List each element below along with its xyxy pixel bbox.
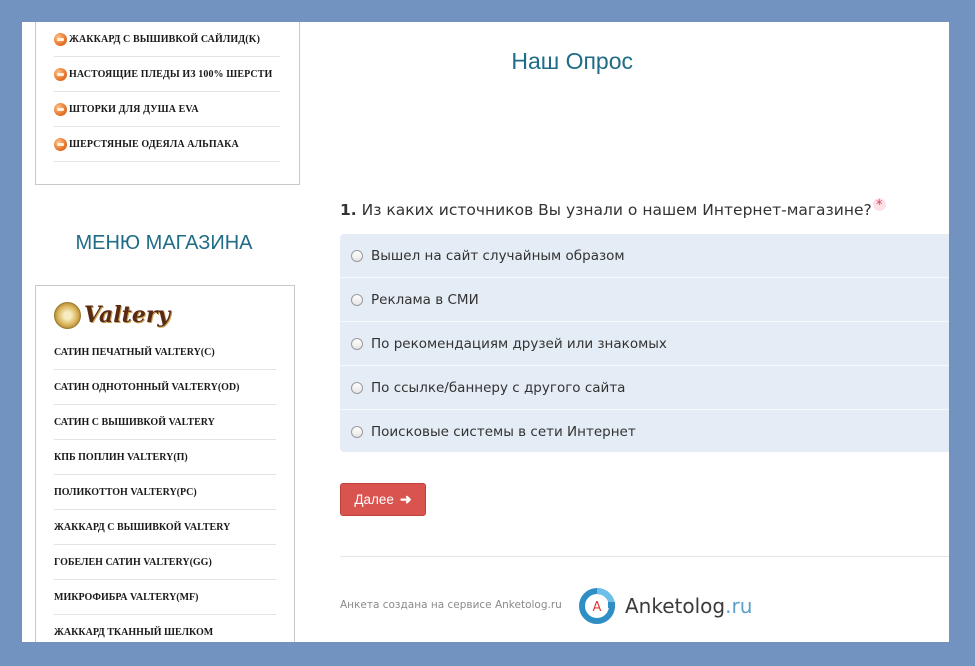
required-icon: * (873, 198, 886, 211)
bullet-icon (54, 103, 67, 116)
svg-text:A: A (592, 600, 602, 615)
menu-item[interactable]: ПОЛИКОТТОН VALTERY(PC) (54, 475, 276, 510)
radio-button[interactable] (351, 294, 363, 306)
radio-button[interactable] (351, 250, 363, 262)
brand-name (625, 594, 752, 618)
option-label: По рекомендациям друзей или знакомых (371, 335, 667, 352)
shop-menu-list (54, 335, 276, 642)
category-item[interactable] (54, 22, 280, 57)
radio-button[interactable] (351, 338, 363, 350)
menu-item[interactable]: КПБ ПОПЛИН VALTERY(П) (54, 440, 276, 475)
category-label: НАСТОЯЩИЕ ПЛЕДЫ ИЗ 100% ШЕРСТИ (69, 68, 273, 80)
next-button-label: Далее (354, 492, 394, 507)
answer-option[interactable] (340, 322, 949, 366)
category-item[interactable] (54, 57, 280, 92)
logo-text: Valtery (84, 302, 171, 328)
menu-item[interactable]: МИКРОФИБРА VALTERY(MF) (54, 580, 276, 615)
category-panel (35, 22, 300, 185)
question-text: Из каких источников Вы узнали о нашем Интернет-магазине? (361, 201, 872, 219)
option-label: Вышел на сайт случайным образом (371, 247, 625, 264)
answer-option[interactable] (340, 278, 949, 322)
option-label: По ссылке/баннеру с другого сайта (371, 379, 626, 396)
radio-button[interactable] (351, 426, 363, 438)
bullet-icon (54, 138, 67, 151)
menu-item[interactable]: САТИН ОДНОТОННЫЙ VALTERY(OD) (54, 370, 276, 405)
question (340, 198, 949, 219)
radio-button[interactable] (351, 382, 363, 394)
category-item[interactable] (54, 127, 280, 162)
page (22, 22, 949, 642)
question-number: 1. (340, 201, 357, 219)
menu-item[interactable]: ГОБЕЛЕН САТИН VALTERY(GG) (54, 545, 276, 580)
divider (340, 556, 949, 557)
logo-emblem-icon (54, 302, 81, 329)
category-label: ЖАККАРД С ВЫШИВКОЙ САЙЛИД(K) (69, 33, 261, 45)
menu-item[interactable]: ЖАККАРД С ВЫШИВКОЙ VALTERY (54, 510, 276, 545)
option-label: Реклама в СМИ (371, 291, 479, 308)
brand-tld: .ru (725, 594, 753, 618)
menu-item[interactable]: ЖАККАРД ТКАННЫЙ ШЕЛКОМ (54, 615, 276, 642)
brand-name-main: Anketolog (625, 594, 726, 618)
shop-menu-panel (35, 285, 295, 642)
menu-title: МЕНЮ МАГАЗИНА (75, 232, 253, 254)
answer-option[interactable] (340, 366, 949, 410)
menu-item[interactable]: САТИН ПЕЧАТНЫЙ VALTERY(C) (54, 335, 276, 370)
category-list (54, 22, 280, 162)
answer-option[interactable] (340, 410, 949, 453)
option-label: Поисковые системы в сети Интернет (371, 423, 636, 440)
menu-item[interactable]: САТИН С ВЫШИВКОЙ VALTERY (54, 405, 276, 440)
category-item[interactable] (54, 92, 280, 127)
bullet-icon (54, 68, 67, 81)
category-label: ШТОРКИ ДЛЯ ДУША EVA (69, 103, 199, 115)
answer-option[interactable] (340, 234, 949, 278)
anketolog-brand[interactable] (578, 587, 752, 625)
answer-options (340, 234, 949, 452)
anketolog-logo-icon (578, 587, 616, 625)
category-label: ШЕРСТЯНЫЕ ОДЕЯЛА АЛЬПАКА (69, 138, 239, 150)
arrow-right-icon: ➜ (399, 491, 412, 507)
footer-note: Анкета создана на сервисе Anketolog.ru (340, 599, 562, 611)
bullet-icon (54, 33, 67, 46)
valtery-logo[interactable] (54, 298, 184, 332)
survey-title: Наш Опрос (511, 48, 633, 74)
next-button[interactable] (340, 483, 426, 516)
